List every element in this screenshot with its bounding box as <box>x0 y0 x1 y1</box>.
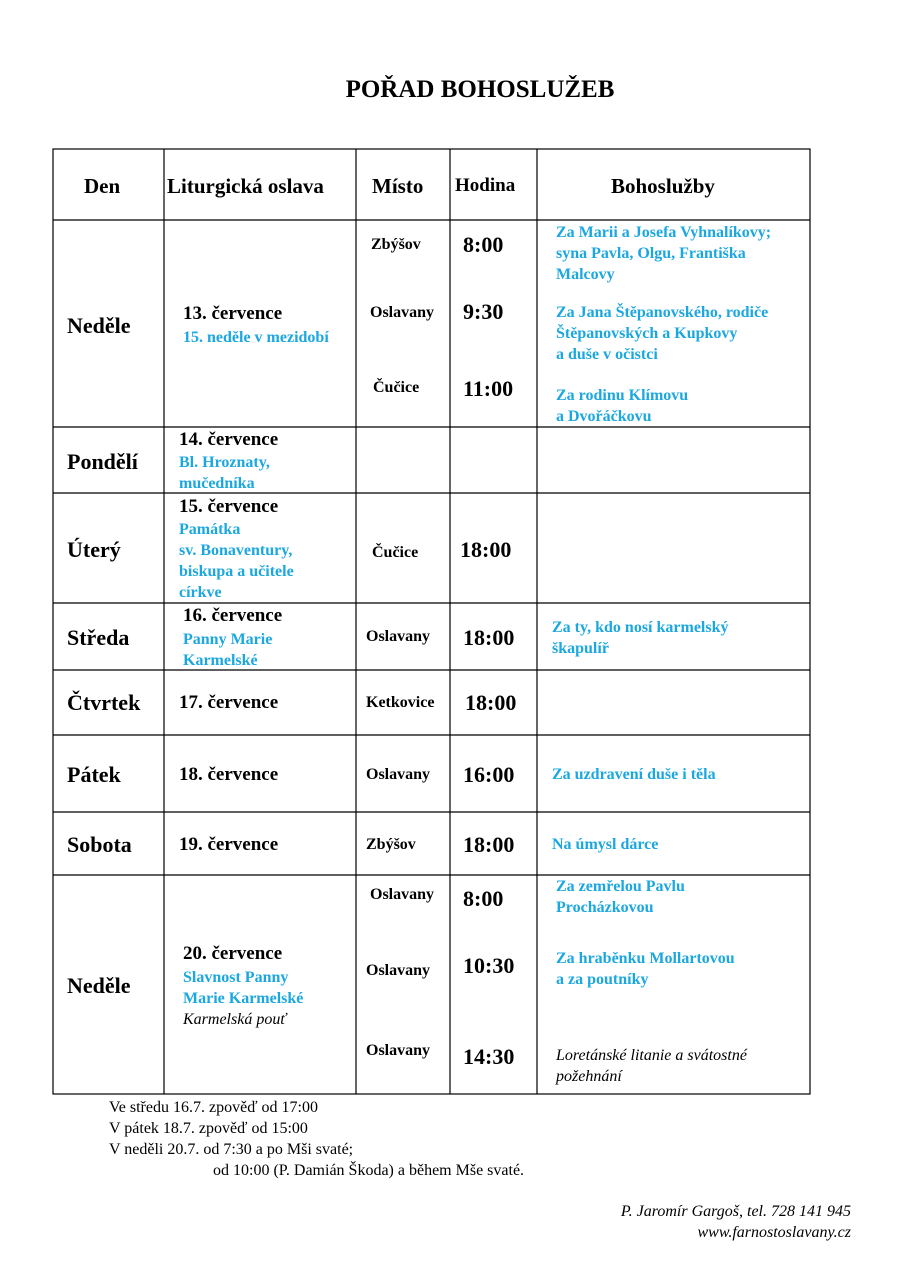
header-liturgy: Liturgická oslava <box>167 174 324 198</box>
row-hour: 18:00 <box>463 625 515 650</box>
row-hour: 18:00 <box>465 690 517 715</box>
row-day: Neděle <box>67 973 131 998</box>
header-hour: Hodina <box>455 175 516 196</box>
row-liturgy: 15. neděle v mezidobí <box>183 329 329 346</box>
row-service: Za hraběnku Mollartovou a za poutníky <box>556 950 735 988</box>
row-place: Zbýšov <box>371 236 421 253</box>
row-service: Za Jana Štěpanovského, rodiče Štěpanovských a Kupkovy a duše v očistci <box>556 304 769 363</box>
row-hour: 16:00 <box>463 762 515 787</box>
row-place: Čučice <box>373 379 420 396</box>
row-hour: 8:00 <box>463 232 504 257</box>
row-place: Oslavany <box>366 628 431 645</box>
row-date: 14. července <box>179 429 279 450</box>
row-day: Pondělí <box>67 449 138 474</box>
row-liturgy: Panny Marie Karmelské <box>183 631 273 669</box>
row-service: Loretánské litanie a svátostné požehnání <box>556 1047 747 1085</box>
row-place: Oslavany <box>366 1042 431 1059</box>
row-service: Za Marii a Josefa Vyhnalíkovy; syna Pavla, Olgu, Františka Malcovy <box>556 224 772 283</box>
row-day: Pátek <box>67 762 121 787</box>
row-date: 16. července <box>183 605 283 626</box>
row-place: Ketkovice <box>366 694 435 711</box>
row-date: 20. července <box>183 943 283 964</box>
row-service: Za zemřelou Pavlu Procházkovou <box>556 878 685 916</box>
confession-notes: Ve středu 16.7. zpověď od 17:00 V pátek 18.7. zpověď od 15:00 V neděli 20.7. od 7:30 a po Mši svaté; od 10:00 (P. Damián Škoda) a během Mše svaté. <box>109 1099 525 1179</box>
row-hour: 10:30 <box>463 953 515 978</box>
row-hour: 9:30 <box>463 299 504 324</box>
row-day: Čtvrtek <box>67 690 141 715</box>
row-day: Sobota <box>67 832 132 857</box>
row-liturgy: Bl. Hroznaty, mučedníka <box>179 454 270 492</box>
row-day: Středa <box>67 625 130 650</box>
row-service: Za rodinu Klímovu a Dvořáčkovu <box>556 387 689 425</box>
row-hour: 14:30 <box>463 1044 515 1069</box>
row-service: Za ty, kdo nosí karmelský škapulíř <box>552 619 729 657</box>
row-hour: 18:00 <box>463 832 515 857</box>
row-hour: 11:00 <box>463 376 514 401</box>
row-place: Čučice <box>372 544 419 561</box>
row-hour: 8:00 <box>463 886 504 911</box>
row-place: Oslavany <box>366 766 431 783</box>
row-place: Oslavany <box>370 886 435 903</box>
row-date: 17. července <box>179 692 279 713</box>
row-day: Neděle <box>67 313 131 338</box>
row-date: 15. července <box>179 496 279 517</box>
header-place: Místo <box>372 174 424 198</box>
row-liturgy: Slavnost Panny Marie Karmelské <box>183 969 304 1007</box>
footer-contact: P. Jaromír Gargoš, tel. 728 141 945 www.farnostoslavany.cz <box>620 1203 851 1241</box>
row-day: Úterý <box>67 537 121 562</box>
page-title: POŘAD BOHOSLUŽEB <box>345 76 615 103</box>
header-day: Den <box>84 174 121 198</box>
row-date: 19. července <box>179 834 279 855</box>
row-place: Zbýšov <box>366 836 416 853</box>
row-service: Za uzdravení duše i těla <box>552 766 716 783</box>
row-place: Oslavany <box>370 304 435 321</box>
row-date: 13. července <box>183 303 283 324</box>
row-hour: 18:00 <box>460 537 512 562</box>
header-services: Bohoslužby <box>611 174 715 198</box>
row-liturgy: Památka sv. Bonaventury, biskupa a učitele církve <box>179 521 294 601</box>
row-service: Na úmysl dárce <box>552 836 659 853</box>
row-place: Oslavany <box>366 962 431 979</box>
row-date: 18. července <box>179 764 279 785</box>
row-liturgy-note: Karmelská pouť <box>183 1011 287 1028</box>
